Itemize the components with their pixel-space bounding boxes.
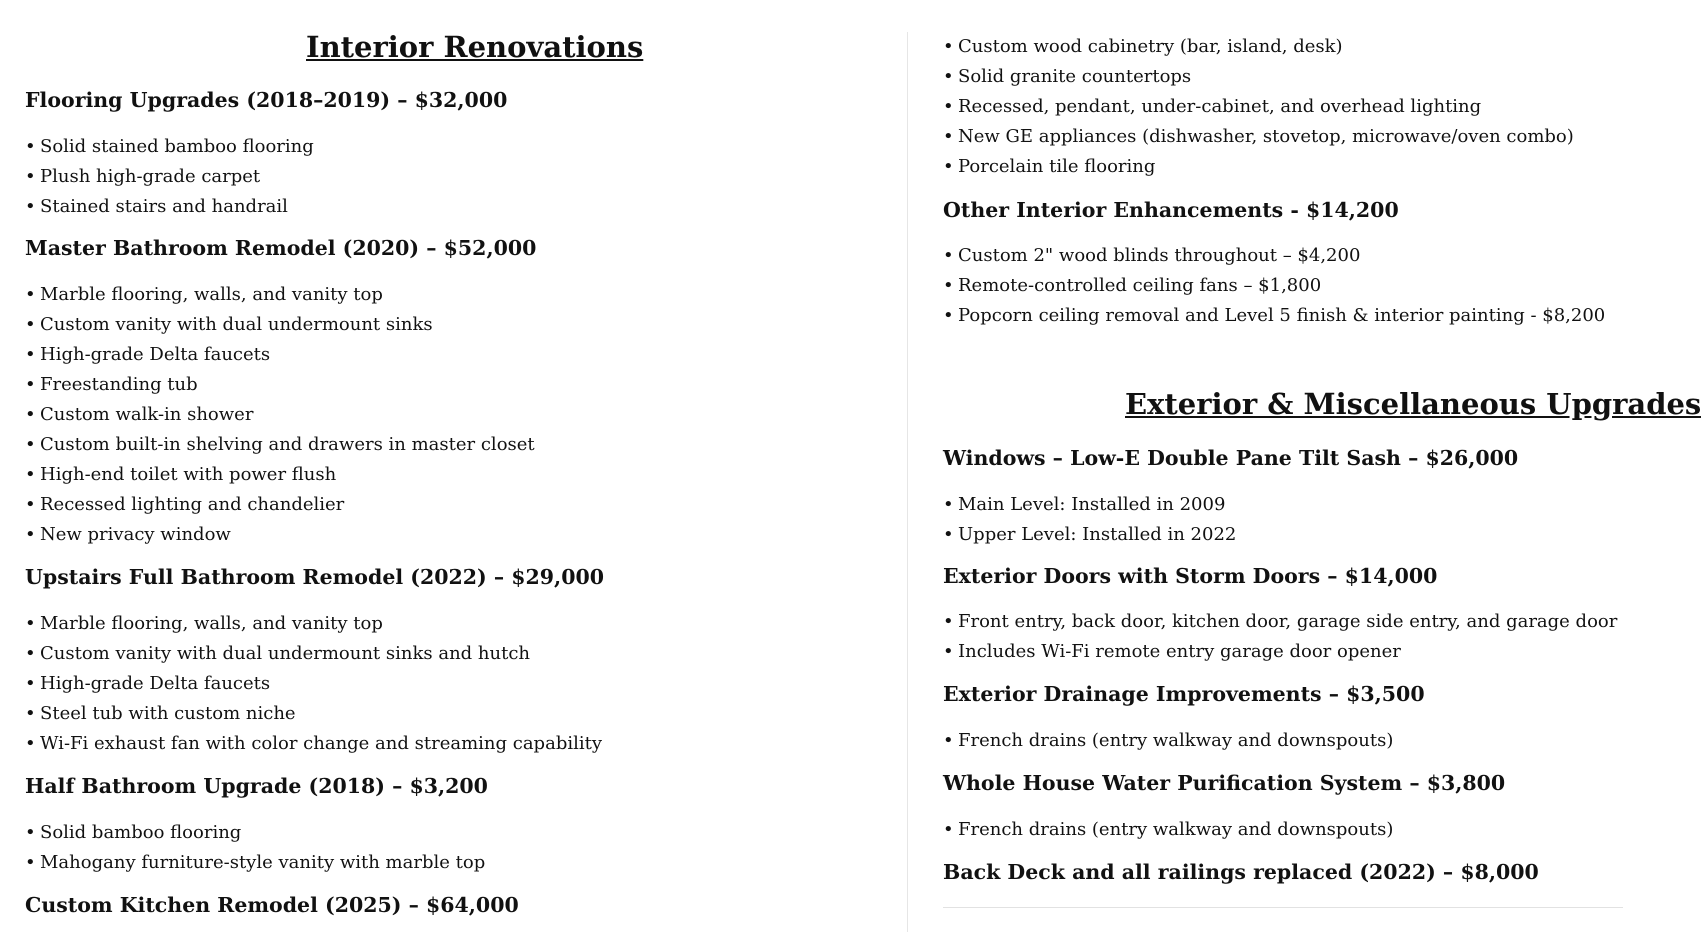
list-item: • Upper Level: Installed in 2022 [943, 520, 1236, 550]
list-drainage [943, 726, 1393, 756]
bullet-icon: • [943, 66, 954, 87]
list-item: • High-grade Delta faucets [25, 340, 535, 370]
list-item: • Recessed, pendant, under-cabinet, and overhead lighting [943, 92, 1574, 122]
list-water [943, 815, 1393, 845]
list-item: • High-grade Delta faucets [25, 669, 602, 699]
bullet-icon: • [25, 673, 36, 694]
list-upstairs-bath [25, 609, 602, 759]
bullet-icon: • [25, 643, 36, 664]
list-item: • Solid granite countertops [943, 62, 1574, 92]
list-other-interior [943, 241, 1605, 331]
bullet-icon: • [25, 314, 36, 335]
bullet-icon: • [943, 611, 954, 632]
column-divider [907, 32, 908, 932]
list-item: • Custom wood cabinetry (bar, island, desk) [943, 32, 1574, 62]
bullet-icon: • [25, 822, 36, 843]
heading-drainage: Exterior Drainage Improvements – $3,500 [943, 682, 1425, 706]
list-item: • Recessed lighting and chandelier [25, 490, 535, 520]
left-column [25, 0, 885, 932]
bullet-icon: • [943, 819, 954, 840]
list-item: • Freestanding tub [25, 370, 535, 400]
list-item: • Custom vanity with dual undermount sinks and hutch [25, 639, 602, 669]
bullet-icon: • [25, 524, 36, 545]
list-item: • Popcorn ceiling removal and Level 5 finish & interior painting - $8,200 [943, 301, 1605, 331]
bullet-icon: • [25, 703, 36, 724]
bullet-icon: • [25, 166, 36, 187]
list-item: • Custom built-in shelving and drawers in master closet [25, 430, 535, 460]
heading-half-bath: Half Bathroom Upgrade (2018) – $3,200 [25, 774, 488, 798]
list-master-bath [25, 280, 535, 550]
bullet-icon: • [943, 641, 954, 662]
bullet-icon: • [943, 494, 954, 515]
bullet-icon: • [25, 344, 36, 365]
heading-master-bath: Master Bathroom Remodel (2020) – $52,000 [25, 236, 537, 260]
heading-upstairs-bath: Upstairs Full Bathroom Remodel (2022) – $29,000 [25, 565, 604, 589]
right-column [943, 0, 1701, 932]
heading-windows: Windows – Low-E Double Pane Tilt Sash – $26,000 [943, 446, 1519, 470]
bullet-icon: • [25, 434, 36, 455]
heading-kitchen: Custom Kitchen Remodel (2025) – $64,000 [25, 893, 519, 917]
list-item: • Includes Wi-Fi remote entry garage door opener [943, 637, 1617, 667]
bullet-icon: • [943, 36, 954, 57]
bullet-icon: • [943, 730, 954, 751]
bullet-icon: • [943, 305, 954, 326]
bullet-icon: • [25, 374, 36, 395]
bullet-icon: • [25, 196, 36, 217]
bullet-icon: • [25, 136, 36, 157]
list-doors [943, 607, 1617, 667]
bullet-icon: • [25, 494, 36, 515]
bullet-icon: • [25, 284, 36, 305]
list-item: • Solid bamboo flooring [25, 818, 485, 848]
bullet-icon: • [943, 126, 954, 147]
list-item: • Stained stairs and handrail [25, 192, 314, 222]
list-item: • Custom 2" wood blinds throughout – $4,200 [943, 241, 1605, 271]
heading-deck: Back Deck and all railings replaced (2022) – $8,000 [943, 860, 1539, 884]
list-item: • New privacy window [25, 520, 535, 550]
list-flooring [25, 132, 314, 222]
list-item: • Marble flooring, walls, and vanity top [25, 280, 535, 310]
bullet-icon: • [943, 275, 954, 296]
list-item: • Solid stained bamboo flooring [25, 132, 314, 162]
heading-flooring: Flooring Upgrades (2018–2019) – $32,000 [25, 88, 508, 112]
list-item: • Marble flooring, walls, and vanity top [25, 609, 602, 639]
list-item: • Steel tub with custom niche [25, 699, 602, 729]
list-kitchen [943, 32, 1574, 182]
list-item: • Porcelain tile flooring [943, 152, 1574, 182]
list-item: • Remote-controlled ceiling fans – $1,800 [943, 271, 1605, 301]
list-item: • Mahogany furniture-style vanity with marble top [25, 848, 485, 878]
list-item: • Main Level: Installed in 2009 [943, 490, 1236, 520]
bullet-icon: • [25, 613, 36, 634]
list-item: • French drains (entry walkway and downspouts) [943, 815, 1393, 845]
bullet-icon: • [943, 156, 954, 177]
list-item: • Custom walk-in shower [25, 400, 535, 430]
list-item: • Wi-Fi exhaust fan with color change and streaming capability [25, 729, 602, 759]
heading-other-interior: Other Interior Enhancements - $14,200 [943, 198, 1399, 222]
bullet-icon: • [943, 96, 954, 117]
list-item: • Custom vanity with dual undermount sinks [25, 310, 535, 340]
list-half-bath [25, 818, 485, 878]
list-item: • Plush high-grade carpet [25, 162, 314, 192]
bottom-rule [943, 907, 1623, 908]
list-item: • Front entry, back door, kitchen door, garage side entry, and garage door [943, 607, 1617, 637]
bullet-icon: • [25, 733, 36, 754]
list-item: • French drains (entry walkway and downspouts) [943, 726, 1393, 756]
bullet-icon: • [943, 245, 954, 266]
heading-doors: Exterior Doors with Storm Doors – $14,000 [943, 564, 1438, 588]
list-item: • High-end toilet with power flush [25, 460, 535, 490]
list-windows [943, 490, 1236, 550]
bullet-icon: • [25, 404, 36, 425]
section-title-exterior: Exterior & Miscellaneous Upgrades [1125, 387, 1701, 421]
bullet-icon: • [25, 852, 36, 873]
list-item: • New GE appliances (dishwasher, stovetop, microwave/oven combo) [943, 122, 1574, 152]
heading-water: Whole House Water Purification System – $3,800 [943, 771, 1506, 795]
bullet-icon: • [943, 524, 954, 545]
section-title-interior: Interior Renovations [306, 30, 644, 64]
bullet-icon: • [25, 464, 36, 485]
